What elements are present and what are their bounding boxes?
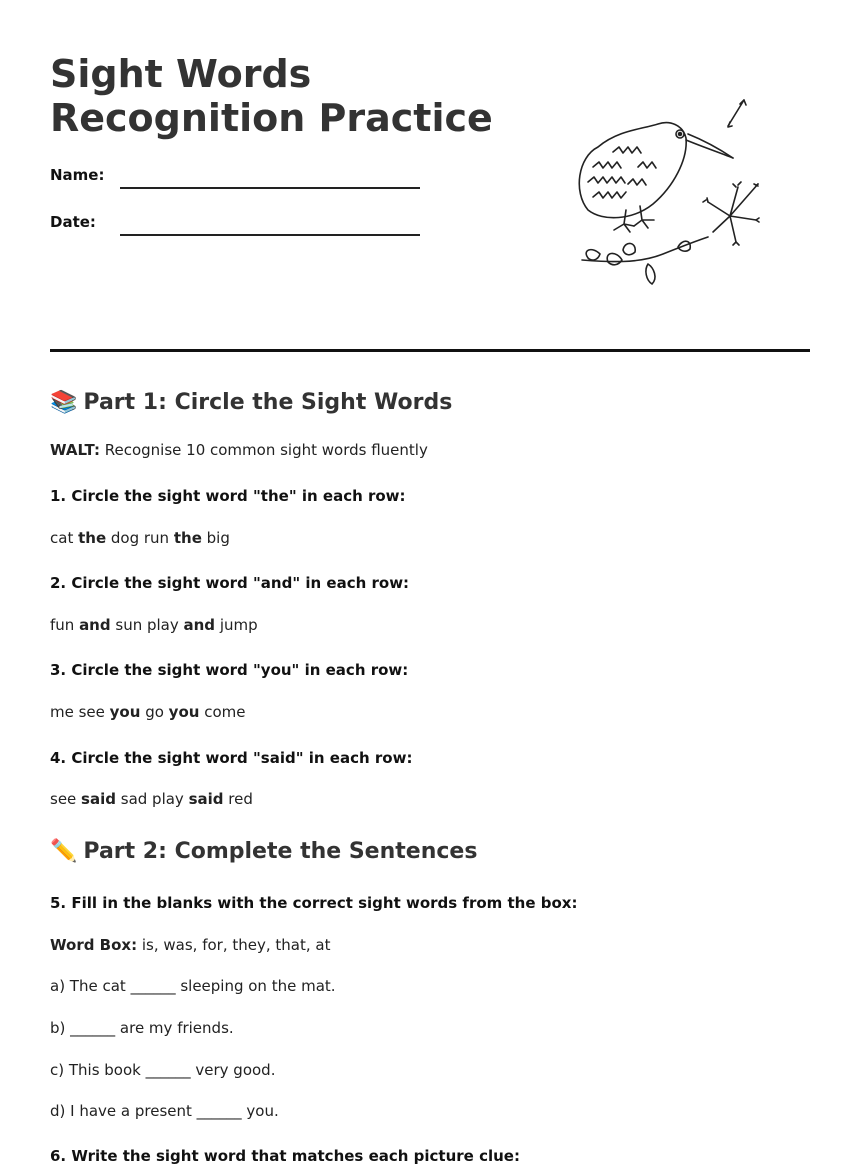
word-box-label: Word Box: xyxy=(50,936,138,954)
part1-heading-text: Part 1: Circle the Sight Words xyxy=(83,390,453,415)
sight-word[interactable]: and xyxy=(183,616,216,634)
question-2-prompt: 2. Circle the sight word "and" in each row: xyxy=(50,574,410,592)
date-field-line[interactable] xyxy=(120,234,420,236)
question-1-prompt: 1. Circle the sight word "the" in each row: xyxy=(50,487,406,505)
sight-word[interactable]: the xyxy=(78,529,107,547)
walt-label: WALT: xyxy=(50,441,100,459)
question-3-row xyxy=(50,703,245,721)
question-2-row xyxy=(50,616,258,634)
word: fun xyxy=(50,616,80,634)
sight-word[interactable]: the xyxy=(173,529,202,547)
word: see xyxy=(50,790,82,808)
pencil-icon: ✏️ xyxy=(50,839,78,864)
word: come xyxy=(199,703,246,721)
sentence-c[interactable]: c) This book ______ very good. xyxy=(50,1061,276,1079)
walt-line xyxy=(50,441,428,459)
sight-word[interactable]: you xyxy=(109,703,141,721)
word: go xyxy=(140,703,169,721)
question-6-prompt: 6. Write the sight word that matches each picture clue: xyxy=(50,1147,520,1165)
sight-word[interactable]: said xyxy=(188,790,224,808)
question-3-prompt: 3. Circle the sight word "you" in each row: xyxy=(50,661,409,679)
name-field-line[interactable] xyxy=(120,187,420,189)
sight-word[interactable]: said xyxy=(81,790,116,808)
question-4-prompt: 4. Circle the sight word "said" in each row: xyxy=(50,749,413,767)
sentence-d[interactable]: d) I have a present ______ you. xyxy=(50,1102,279,1120)
books-icon: 📚 xyxy=(50,390,78,415)
word: jump xyxy=(215,616,258,634)
part2-heading-text: Part 2: Complete the Sentences xyxy=(83,839,478,864)
divider-rule xyxy=(50,349,810,352)
question-4-row xyxy=(50,790,253,808)
word: sun play xyxy=(110,616,184,634)
word: dog run xyxy=(106,529,174,547)
word: me see xyxy=(50,703,110,721)
kiwi-bird-illustration xyxy=(568,92,768,292)
word: cat xyxy=(50,529,79,547)
walt-text: Recognise 10 common sight words fluently xyxy=(99,441,428,459)
part2-heading xyxy=(50,839,477,864)
word: sad play xyxy=(115,790,189,808)
word-box-text: is, was, for, they, that, at xyxy=(137,936,331,954)
question-1-row xyxy=(50,529,230,547)
name-label: Name: xyxy=(50,166,105,184)
sight-word[interactable]: and xyxy=(79,616,111,634)
sight-word[interactable]: you xyxy=(168,703,200,721)
date-label: Date: xyxy=(50,213,96,231)
part1-heading xyxy=(50,390,452,415)
word-box xyxy=(50,936,330,954)
word: big xyxy=(201,529,230,547)
sentence-b[interactable]: b) ______ are my friends. xyxy=(50,1019,234,1037)
sentence-a[interactable]: a) The cat ______ sleeping on the mat. xyxy=(50,977,336,995)
title-line-1: Sight Words xyxy=(50,52,312,96)
page-title xyxy=(50,52,493,140)
title-line-2: Recognition Practice xyxy=(50,96,493,140)
word: red xyxy=(223,790,253,808)
question-5-prompt: 5. Fill in the blanks with the correct sight words from the box: xyxy=(50,894,578,912)
